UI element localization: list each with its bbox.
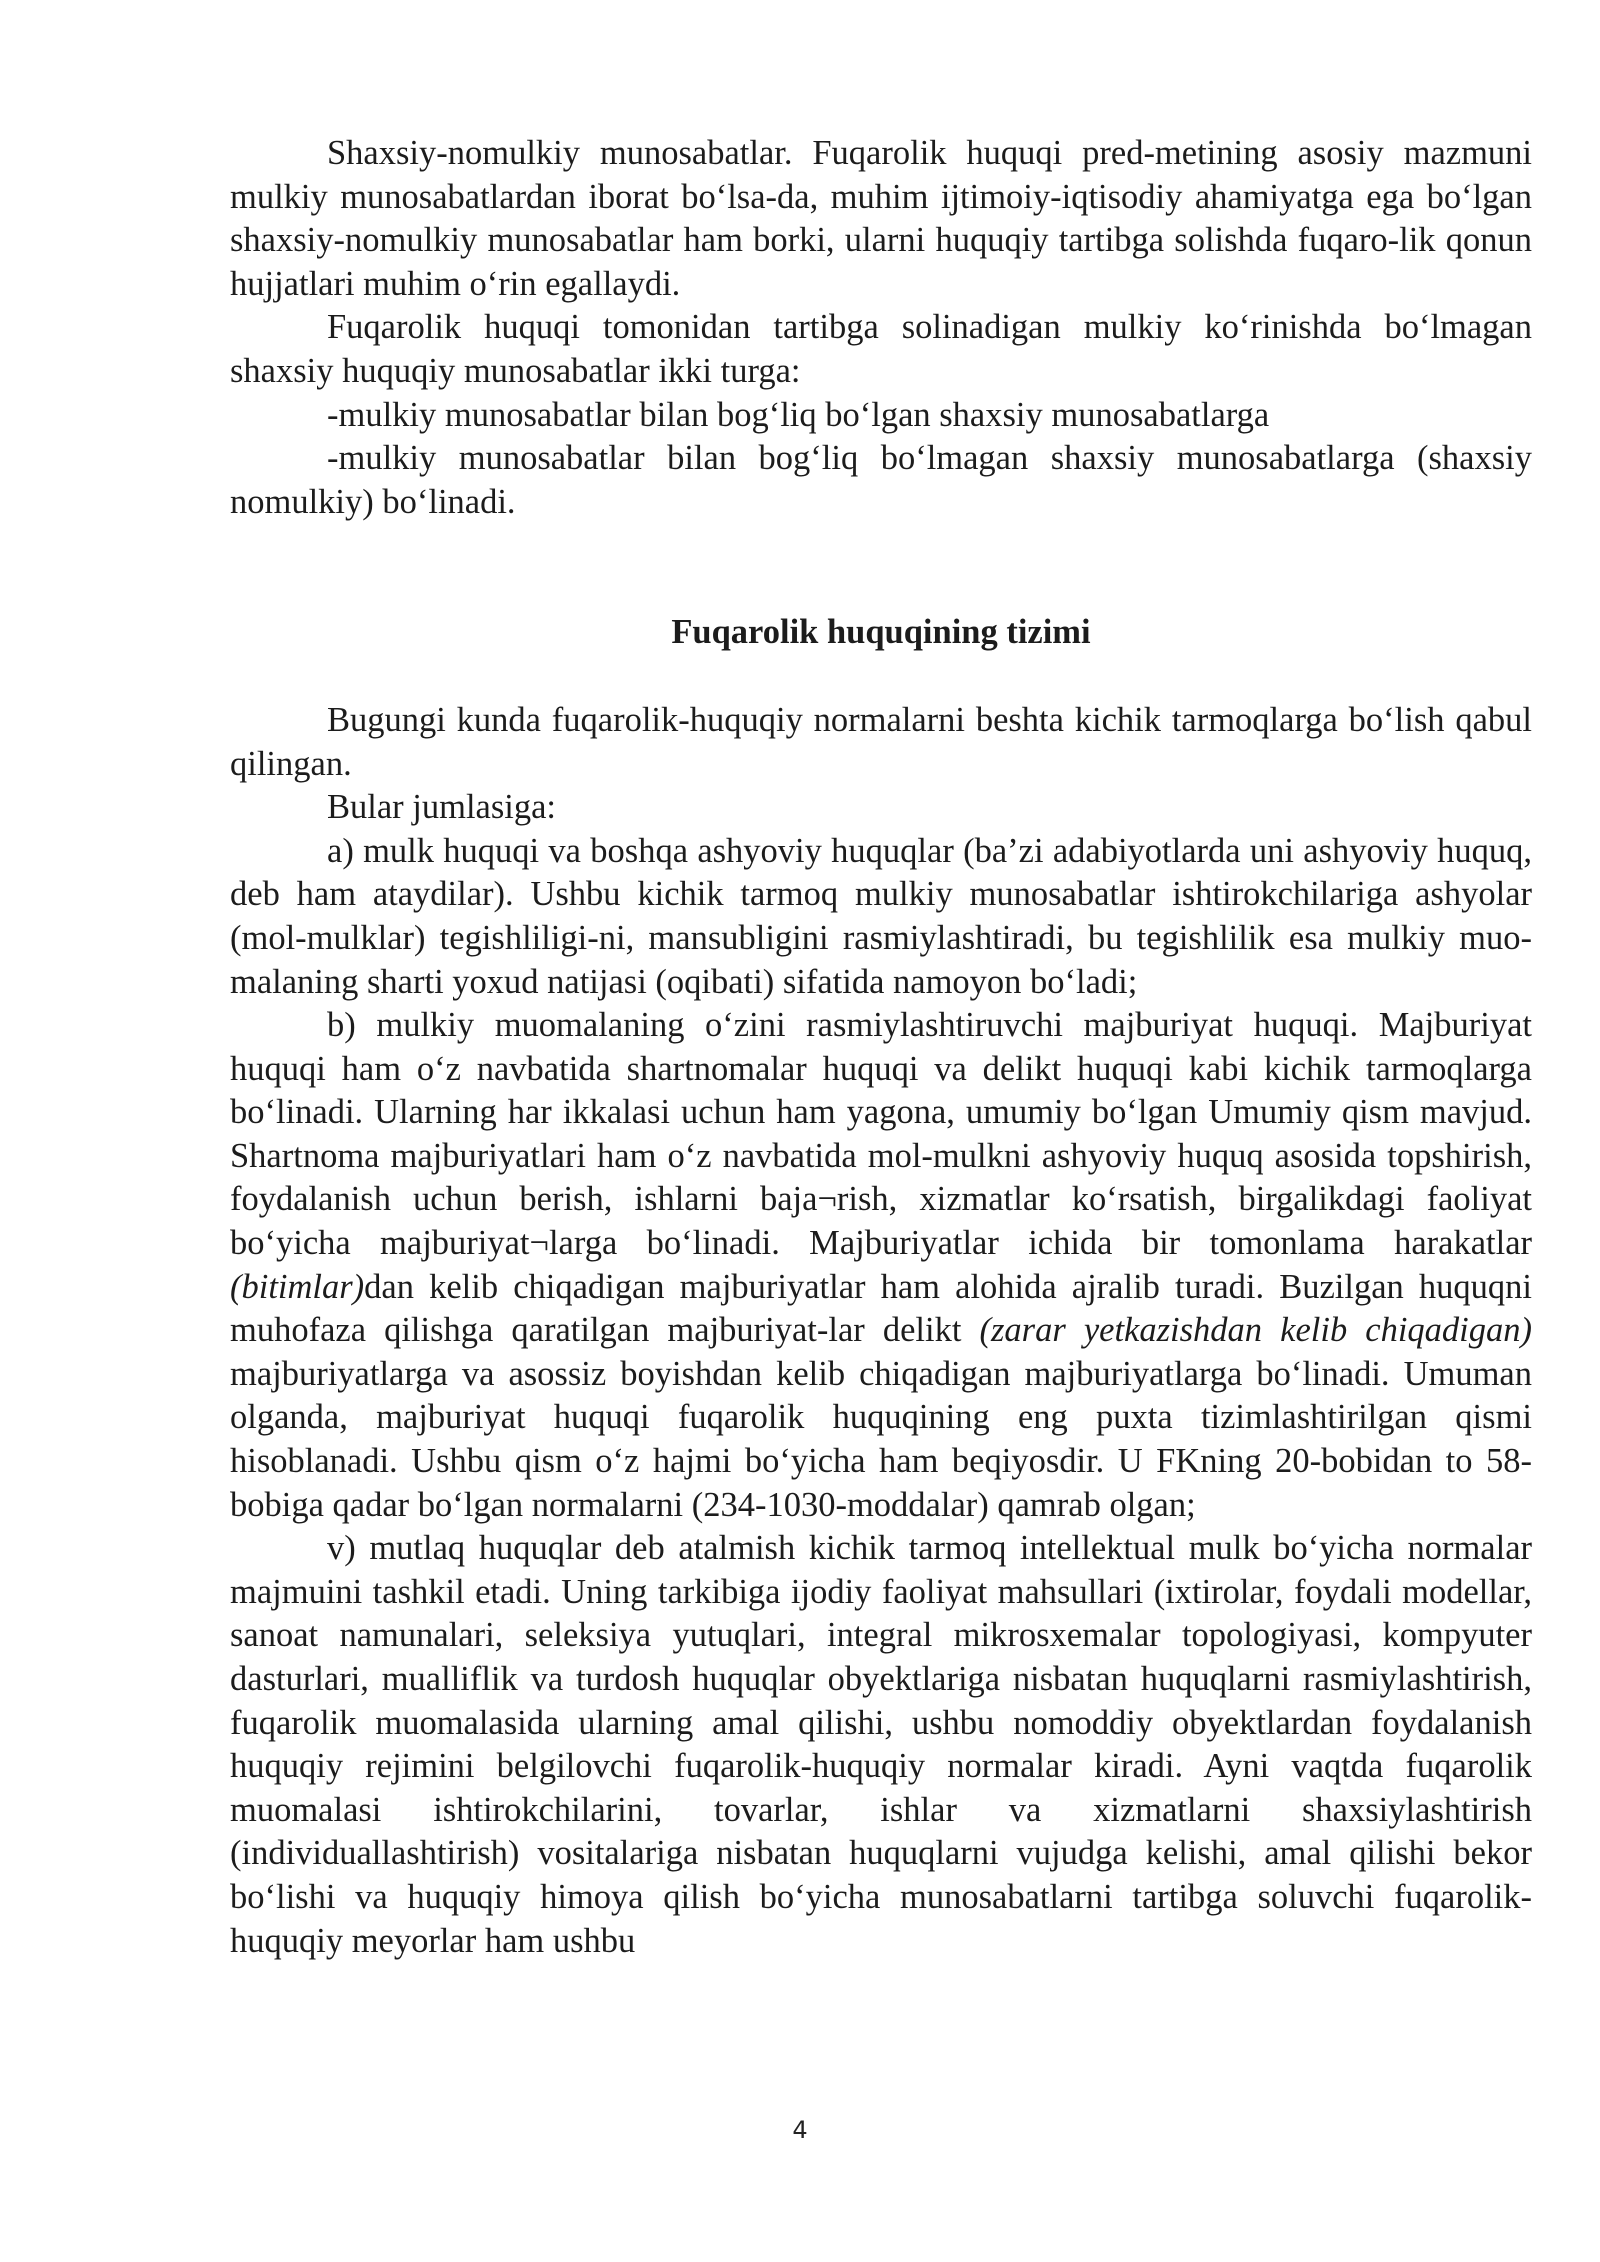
section-heading: Fuqarolik huquqining tizimi bbox=[671, 613, 1091, 652]
list-item-v: v) mutlaq huquqlar deb atalmish kichik tarmoq intellektual mulk bo‘yicha normalar majmuini tashkil etadi. Uning tarkibiga ijodiy faoliyat mahsullari (ixtirolar, foydali modellar, sanoat namunalari, seleksiya yutuqlari, integral mikrosxemalar topologiyasi, kompyuter dasturlari, mualliflik va turdosh huquqlar obyektlariga nisbatan huquqlarni rasmiylashtirish, fuqarolik muomalasida ularning amal qilishi, ushbu nomoddiy obyektlardan foydalanish huquqiy rejimini belgilovchi fuqarolik-huquqiy normalar kiradi. Ayni vaqtda fuqarolik muomalasi ishtirokchilarini, tovarlar, ishlar va xizmatlarni shaxsiylashtirish (individuallashtirish) vositalariga nisbatan huquqlarni vujudga kelishi, amal qilishi bekor bo‘lishi va huquqiy himoya qilish bo‘yicha munosabatlarni tartibga soluvchi fuqarolik-huquqiy meyorlar ham ushbu bbox=[230, 1529, 1532, 1960]
item-b-text-1: b) mulkiy muomalaning o‘zini rasmiylashtiruvchi majburiyat huquqi. Majburiyat huquqi ham o‘z navbatida shartnomalar huquqi va delikt huquqi kabi kichik tarmoqlarga bo‘linadi. Ularning har ikkalasi uchun ham yagona, umumiy bo‘lgan Umumiy qism mavjud. Shartnoma majburiyatlari ham o‘z navbatida mol-mulkni ashyoviy huquq asosida topshirish, foydalanish uchun berish, ishlarni baja¬rish, xizmatlar ko‘rsatish, birgalikdagi faoliyat bo‘yicha majburiyat¬larga bo‘linadi. Majburiyatlar ichida bir tomonlama harakatlar bbox=[230, 1006, 1532, 1263]
paragraph-two-types: Fuqarolik huquqi tomonidan tartibga solinadigan mulkiy ko‘rinishda bo‘lmagan shaxsiy huquqiy munosabatlar ikki turga: bbox=[230, 308, 1532, 390]
paragraph-personal-nonproperty-relations: Shaxsiy-nomulkiy munosabatlar. Fuqarolik huquqi pred-metining asosiy mazmuni mulkiy munosabatlardan iborat bo‘lsa-da, muhim ijtimoiy-iqtisodiy ahamiyatga ega bo‘lgan shaxsiy-nomulkiy munosabatlar ham borki, ularni huquqiy tartibga solishda fuqaro-lik qonun hujjatlari muhim o‘rin egallaydi. bbox=[230, 134, 1532, 303]
list-item-unrelated: -mulkiy munosabatlar bilan bog‘liq bo‘lmagan shaxsiy munosabatlarga (shaxsiy nomulkiy) bo‘linadi. bbox=[230, 439, 1532, 521]
list-item-related: -mulkiy munosabatlar bilan bog‘liq bo‘lgan shaxsiy munosabatlarga bbox=[327, 395, 1270, 434]
item-b-text-2: dan kelib chiqadigan majburiyatlar ham alohida ajralib turadi. Buzilgan huquqni muhofaza qilishga qaratilgan majburiyat-lar delikt bbox=[230, 1267, 1532, 1350]
spacer bbox=[230, 524, 1532, 611]
spacer bbox=[230, 655, 1532, 699]
item-b-italic-2: (zarar yetkazishdan kelib chiqadigan) bbox=[979, 1311, 1532, 1350]
paragraph-intro: Bugungi kunda fuqarolik-huquqiy normalarni beshta kichik tarmoqlarga bo‘lish qabul qilingan. bbox=[230, 700, 1532, 783]
paragraph-lead: Bular jumlasiga: bbox=[327, 788, 557, 827]
document-page bbox=[230, 132, 1532, 1963]
item-b-text-3: majburiyatlarga va asossiz boyishdan kelib chiqadigan majburiyatlarga bo‘linadi. Umuman olganda, majburiyat huquqi fuqarolik huquqining eng puxta tizimlashtirilgan qismi hisoblanadi. Ushbu qism o‘z hajmi bo‘yicha ham beqiyosdir. U FKning 20-bobidan to 58-bobiga qadar bo‘lgan normalarni (234-1030-moddalar) qamrab olgan; bbox=[230, 1354, 1532, 1524]
page-number: 4 bbox=[792, 2116, 808, 2144]
list-item-a: a) mulk huquqi va boshqa ashyoviy huquqlar (ba’zi adabiyotlarda uni ashyoviy huquq, deb ham ataydilar). Ushbu kichik tarmoq mulkiy munosabatlar ishtirokchilariga ashyolar (mol-mulklar) tegishliligi-ni, mansubligini rasmiylashtiradi, bu tegishlilik esa mulkiy muo-malaning sharti yoxud natijasi (oqibati) sifatida namoyon bo‘ladi; bbox=[230, 831, 1532, 1001]
item-b-italic-1: (bitimlar) bbox=[230, 1267, 365, 1306]
list-item-b bbox=[230, 1004, 1532, 1527]
